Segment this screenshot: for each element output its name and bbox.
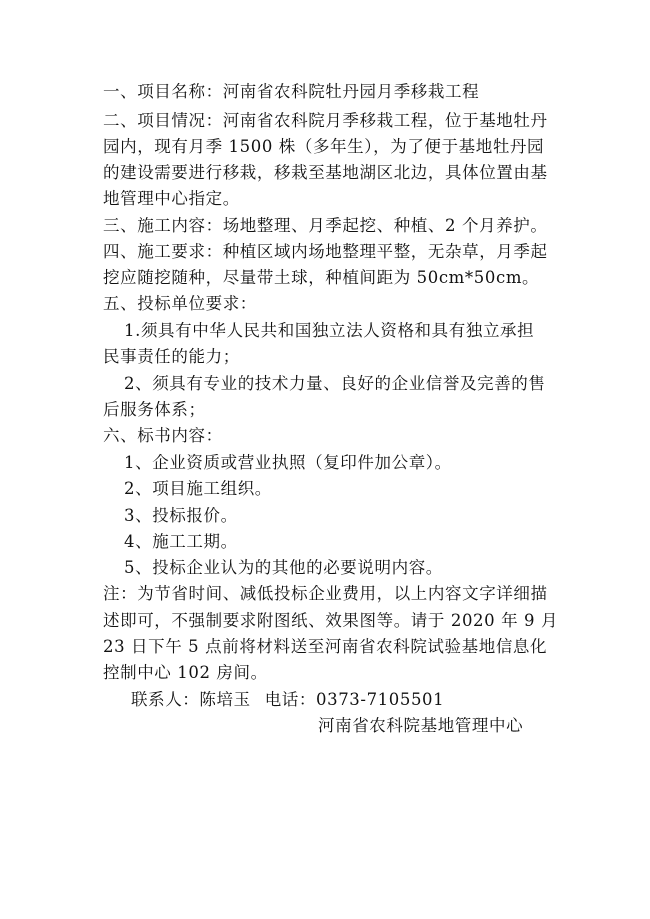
bid-content-item-4: 4、施工工期。 (124, 532, 238, 551)
note-line-3: 23 日下午 5 点前将材料送至河南省农科院试验基地信息化 (103, 637, 548, 656)
section-bidder-requirements: 五、投标单位要求： (103, 294, 257, 313)
section-project-name: 一、项目名称：河南省农科院牡丹园月季移栽工程 (103, 82, 480, 101)
section-bid-content: 六、标书内容： (103, 426, 223, 445)
bidder-requirement-1-line-2: 民事责任的能力； (103, 347, 240, 366)
section-construction-content: 三、施工内容：场地整理、月季起挖、种植、2 个月养护。 (103, 216, 548, 235)
bid-content-item-3: 3、投标报价。 (124, 506, 238, 525)
bidder-requirement-2-line-2: 后服务体系； (103, 400, 206, 419)
section-project-status-line-1: 二、项目情况：河南省农科院月季移栽工程，位于基地牡丹 (103, 111, 548, 130)
note-line-4: 控制中心 102 房间。 (103, 663, 268, 682)
section-project-status-line-2: 园内，现有月季 1500 株（多年生），为了便于基地牡丹园 (103, 137, 545, 156)
section-construction-requirements-line-1: 四、施工要求：种植区域内场地整理平整，无杂草，月季起 (103, 242, 548, 261)
section-project-status-line-4: 地管理中心指定。 (103, 189, 240, 208)
contact-phone: 电话：0373-7105501 (264, 690, 445, 709)
bid-content-item-1: 1、企业资质或营业执照（复印件加公章）。 (124, 453, 452, 472)
contact-person: 联系人：陈培玉 (131, 690, 251, 709)
contact-line (131, 688, 444, 712)
section-project-status-line-3: 的建设需要进行移栽，移栽至基地湖区北边，具体位置由基 (103, 163, 548, 182)
issuing-organization: 河南省农科院基地管理中心 (318, 716, 524, 735)
note-line-1: 注：为节省时间、减低投标企业费用，以上内容文字详细描 (103, 584, 548, 603)
section-construction-requirements-line-2: 挖应随挖随种，尽量带土球，种植间距为 50cm*50cm。 (103, 268, 540, 287)
bidder-requirement-2-line-1: 2、须具有专业的技术力量、良好的企业信誉及完善的售 (124, 374, 546, 393)
note-line-2: 述即可，不强制要求附图纸、效果图等。请于 2020 年 9 月 (103, 611, 559, 630)
bidder-requirement-1-line-1: 1.须具有中华人民共和国独立法人资格和具有独立承担 (124, 321, 535, 340)
bid-content-item-5: 5、投标企业认为的其他的必要说明内容。 (124, 558, 443, 577)
bid-content-item-2: 2、项目施工组织。 (124, 479, 272, 498)
